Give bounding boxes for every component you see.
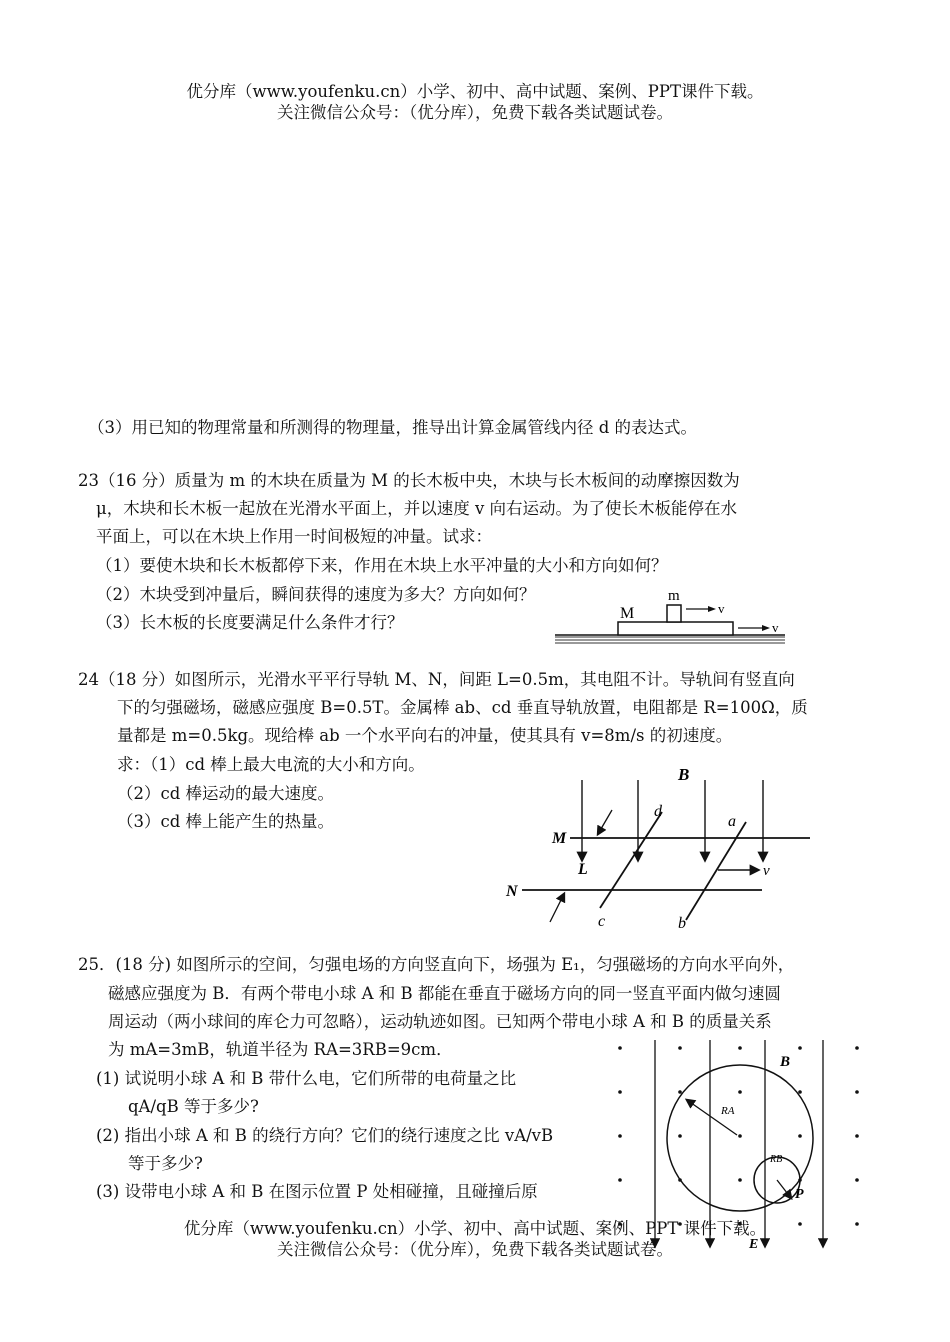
wood-block xyxy=(667,605,681,622)
q24-sub-3: （3）cd 棒上能产生的热量。 xyxy=(117,812,335,831)
footer-line-2: 关注微信公众号：（优分库），免费下载各类试题试卷。 xyxy=(277,1240,673,1259)
rod-ab xyxy=(686,822,746,920)
q23-figure xyxy=(550,585,790,647)
label-E: E xyxy=(749,1237,759,1252)
q23-line-2: μ，木块和长木板一起放在光滑水平面上，并以速度 v 向右运动。为了使长木板能停在水 xyxy=(96,499,738,518)
q25-sub-1a: (1) 试说明小球 A 和 B 带什么电，它们所带的电荷量之比 xyxy=(96,1069,517,1088)
velocity-arrowhead-block xyxy=(708,606,716,612)
label-B: B xyxy=(780,1054,791,1070)
q23-sub-1: （1）要使木块和长木板都停下来，作用在木块上水平冲量的大小和方向如何？ xyxy=(96,556,668,575)
label-v-board: v xyxy=(772,620,779,635)
label-v-block: v xyxy=(718,601,725,616)
q25-line-4: 为 mA=3mB，轨道半径为 RA=3RB=9cm． xyxy=(108,1040,453,1059)
footer-line-1: 优分库（www.youfenku.cn）小学、初中、高中试题、案例、PPT 课件下载。 xyxy=(183,1219,767,1238)
label-M: M xyxy=(552,830,567,847)
label-c: c xyxy=(598,913,606,930)
label-B: B xyxy=(678,765,690,784)
q25-line-1: 25．(18 分) 如图所示的空间，匀强电场的方向竖直向下，场强为 E₁，匀强磁场的方向水平向外， xyxy=(78,955,795,974)
label-board-M: M xyxy=(620,605,635,622)
q24-line-1: 24（18 分）如图所示，光滑水平平行导轨 M、N，间距 L=0.5m，其电阻不计。导轨间有竖直向 xyxy=(78,670,795,689)
radius-B-arrow xyxy=(777,1180,791,1198)
label-L: L xyxy=(578,861,588,878)
label-RB: RB xyxy=(770,1154,783,1165)
header-line-1: 优分库（www.youfenku.cn）小学、初中、高中试题、案例、PPT课件下载。 xyxy=(186,82,764,101)
label-N: N xyxy=(506,883,518,900)
label-d: d xyxy=(654,803,662,820)
q25-line-2: 磁感应强度为 B．有两个带电小球 A 和 B 都能在垂直于磁场方向的同一竖直平面内做匀速圆 xyxy=(108,984,781,1003)
q23-sub-3: （3）长木板的长度要满足什么条件才行？ xyxy=(96,613,404,632)
q25-sub-1b: qA/qB 等于多少? xyxy=(128,1097,259,1116)
q23-line-3: 平面上，可以在木块上作用一时间极短的冲量。试求： xyxy=(96,527,492,546)
q25-sub-2a: (2) 指出小球 A 和 B 的绕行方向？它们的绕行速度之比 vA/vB xyxy=(96,1126,554,1145)
label-RA: RA xyxy=(721,1105,735,1117)
header-line-2: 关注微信公众号：（优分库），免费下载各类试题试卷。 xyxy=(277,103,673,122)
ground-hatch xyxy=(555,637,785,643)
q25-sub-3a: (3) 设带电小球 A 和 B 在图示位置 P 处相碰撞，且碰撞后原 xyxy=(96,1182,538,1201)
spacing-arrow-bottom xyxy=(550,894,564,922)
q24-line-3: 量都是 m=0.5kg。现给棒 ab 一个水平向右的冲量，使其具有 v=8m/s 的初速度。 xyxy=(117,726,733,745)
q24-line-2: 下的匀强磁场，磁感应强度 B=0.5T。金属棒 ab、cd 垂直导轨放置，电阻都是 R=100Ω，质 xyxy=(117,698,808,717)
label-block-m: m xyxy=(668,588,680,604)
q24-figure xyxy=(500,760,820,935)
label-b: b xyxy=(678,915,686,932)
q23-sub-2: （2）木块受到冲量后，瞬间获得的速度为多大？方向如何？ xyxy=(96,585,536,604)
q22-part3: （3）用已知的物理常量和所测得的物理量，推导出计算金属管线内径 d 的表达式。 xyxy=(88,418,698,437)
q23-line-1: 23（16 分）质量为 m 的木块在质量为 M 的长木板中央，木块与长木板间的动摩擦因数为 xyxy=(78,471,740,490)
orbit-A xyxy=(667,1065,813,1211)
q25-sub-2b: 等于多少? xyxy=(128,1154,203,1173)
q24-sub-2: （2）cd 棒运动的最大速度。 xyxy=(117,784,335,803)
rod-cd xyxy=(600,812,662,908)
q24-sub-1: 求：（1）cd 棒上最大电流的大小和方向。 xyxy=(117,755,425,774)
spacing-arrow-top xyxy=(598,810,612,834)
q25-line-3: 周运动（两小球间的库仑力可忽略），运动轨迹如图。已知两个带电小球 A 和 B 的质量关系 xyxy=(108,1012,772,1031)
velocity-arrowhead-board xyxy=(762,625,770,631)
label-v: v xyxy=(763,863,770,879)
label-P: P xyxy=(795,1187,804,1202)
long-board xyxy=(618,622,733,635)
label-a: a xyxy=(728,813,736,830)
